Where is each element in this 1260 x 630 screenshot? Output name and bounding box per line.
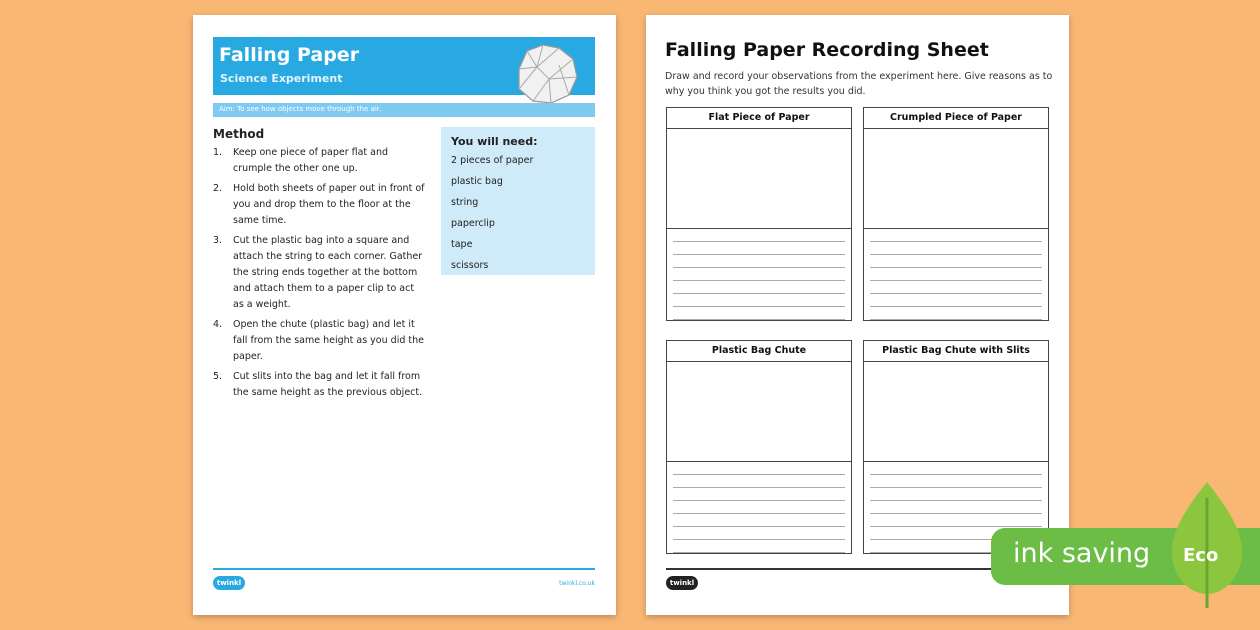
- recording-sheet: [646, 15, 1069, 615]
- drawing-area[interactable]: [864, 362, 1048, 462]
- method-step: [213, 181, 425, 229]
- box-label: Flat Piece of Paper: [667, 108, 851, 129]
- method-step: [213, 145, 425, 177]
- method-steps: [213, 145, 425, 405]
- sheet-subtitle: Science Experiment: [220, 72, 343, 85]
- step-text: Keep one piece of paper flat and crumple the other one up.: [233, 147, 389, 174]
- writing-lines[interactable]: [667, 229, 851, 320]
- method-heading: Method: [213, 127, 265, 141]
- recording-description: Draw and record your observations from the experiment here. Give reasons as to why you think you got the results you did.: [665, 71, 1053, 97]
- record-box-chute: [666, 340, 852, 554]
- site-url: twinkl.co.uk: [559, 580, 595, 587]
- box-label: Plastic Bag Chute with Slits: [864, 341, 1048, 362]
- step-text: Cut the plastic bag into a square and attach the string to each corner. Gather the string ends together at the bottom and attach them to a paper clip to act as a weight.: [233, 235, 423, 310]
- materials-box: [441, 127, 595, 275]
- step-text: Cut slits into the bag and let it fall from the same height as the previous object.: [233, 371, 423, 398]
- material-item: paperclip: [451, 218, 495, 229]
- box-label: Plastic Bag Chute: [667, 341, 851, 362]
- twinkl-logo: twinkl: [666, 576, 698, 590]
- writing-lines[interactable]: [864, 229, 1048, 320]
- step-number: 1.: [213, 147, 223, 158]
- material-item: 2 pieces of paper: [451, 155, 534, 166]
- step-number: 4.: [213, 319, 223, 330]
- step-text: Hold both sheets of paper out in front of you and drop them to the floor at the same time.: [233, 183, 425, 226]
- material-item: tape: [451, 239, 473, 250]
- method-step: [213, 233, 425, 313]
- sheet-title: Falling Paper: [219, 44, 360, 66]
- step-number: 3.: [213, 235, 223, 246]
- experiment-sheet: [193, 15, 616, 615]
- ink-saving-text: ink saving: [1013, 538, 1151, 569]
- material-item: string: [451, 197, 479, 208]
- record-box-crumpled: [863, 107, 1049, 321]
- step-number: 5.: [213, 371, 223, 382]
- box-label: Crumpled Piece of Paper: [864, 108, 1048, 129]
- material-item: plastic bag: [451, 176, 503, 187]
- record-box-chute-slits: [863, 340, 1049, 554]
- aim-text: Aim: To see how objects move through the air.: [219, 105, 382, 113]
- step-text: Open the chute (plastic bag) and let it fall from the same height as you did the paper.: [233, 319, 424, 362]
- aim-bar: [213, 103, 595, 117]
- record-box-flat: [666, 107, 852, 321]
- eco-label: Eco: [1183, 545, 1219, 566]
- method-step: [213, 317, 425, 365]
- crumpled-paper-icon: [509, 39, 581, 109]
- footer-divider: [213, 568, 595, 570]
- twinkl-logo: twinkl: [213, 576, 245, 590]
- materials-heading: You will need:: [451, 135, 538, 148]
- drawing-area[interactable]: [667, 362, 851, 462]
- eco-leaf-icon: [1168, 478, 1246, 610]
- writing-lines[interactable]: [667, 462, 851, 553]
- drawing-area[interactable]: [864, 129, 1048, 229]
- drawing-area[interactable]: [667, 129, 851, 229]
- step-number: 2.: [213, 183, 223, 194]
- material-item: scissors: [451, 260, 489, 271]
- recording-title: Falling Paper Recording Sheet: [665, 39, 989, 61]
- method-step: [213, 369, 425, 401]
